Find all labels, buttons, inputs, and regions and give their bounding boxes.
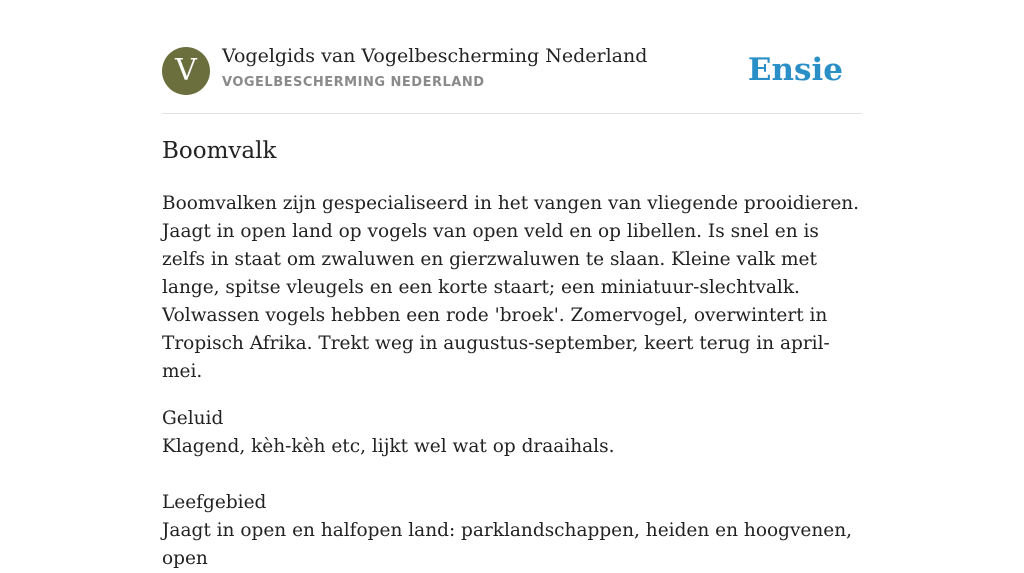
source-avatar[interactable]: V <box>162 47 210 95</box>
section-text: Klagend, kèh-kèh etc, lijkt wel wat op draaihals. <box>162 436 615 457</box>
entry-body <box>162 190 866 573</box>
entry-description: Boomvalken zijn gespecialiseerd in het vangen van vliegende prooidieren. Jaagt in open land op vogels van open veld en op libellen. Is snel en is zelfs in staat om zwaluwen en gierzwaluwen te slaan. Kleine valk met lange, spitse vleugels en een korte staart; een miniatuur-slechtvalk. Volwassen vogels hebben een rode 'broek'. Zomervogel, overwintert in Tropisch Afrika. Trekt weg in augustus-september, keert terug in april-mei. <box>162 193 860 382</box>
source-subtitle[interactable]: VOGELBESCHERMING NEDERLAND <box>222 75 485 90</box>
ensie-logo[interactable]: Ensie <box>747 52 843 88</box>
source-header <box>162 0 862 114</box>
section-leefgebied <box>162 489 866 573</box>
entry-title: Boomvalk <box>162 138 277 164</box>
section-heading: Leefgebied <box>162 492 267 513</box>
entry-page <box>162 0 862 569</box>
section-heading: Geluid <box>162 408 224 429</box>
section-text: Jaagt in open en halfopen land: parklandschappen, heiden en hoogvenen, open <box>162 520 853 569</box>
source-title[interactable]: Vogelgids van Vogelbescherming Nederland <box>222 45 648 67</box>
section-geluid <box>162 405 866 461</box>
